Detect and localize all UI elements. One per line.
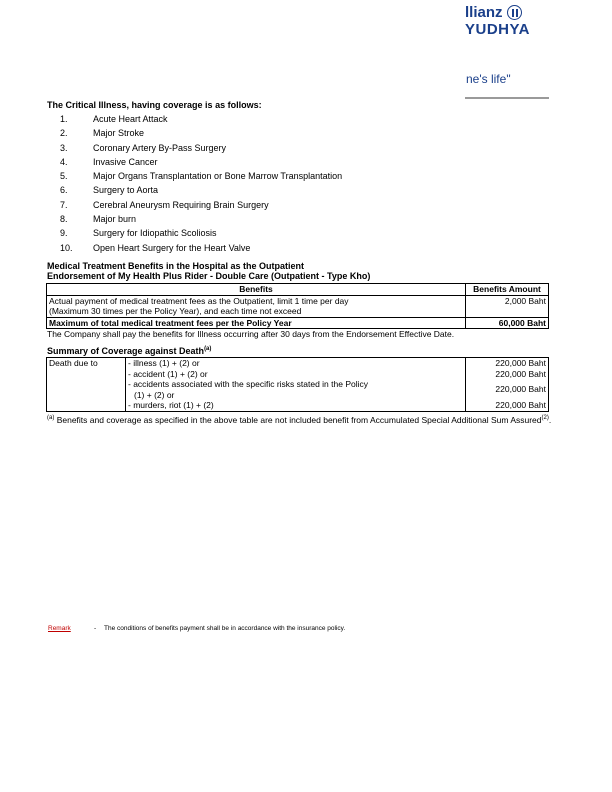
medical-benefits-table <box>46 283 549 329</box>
benefit-line: Actual payment of medical treatment fees as the Outpatient, limit 1 time per day <box>49 295 349 306</box>
list-item-number: 1. <box>60 114 68 124</box>
list-item-number: 7. <box>60 199 68 210</box>
remark-label: Remark <box>48 625 71 632</box>
footnote-sup: (a) <box>47 415 55 422</box>
list-item-label: Major Organs Transplantation or Bone Marrow Transplantation <box>93 171 343 182</box>
list-item <box>60 128 342 142</box>
benefit-amount: 2,000 Baht <box>466 295 549 317</box>
table-row <box>47 358 549 412</box>
benefit-line: (Maximum 30 times per the Policy Year), and each time not exceed <box>49 306 302 316</box>
critical-illness-list <box>60 114 342 257</box>
column-header-amount: Benefits Amount <box>466 284 549 296</box>
list-item-number: 6. <box>60 185 68 196</box>
list-item-label: Coronary Artery By-Pass Surgery <box>93 142 227 153</box>
table-row <box>47 317 549 329</box>
list-item-label: Surgery to Aorta <box>93 185 159 196</box>
header-divider <box>465 97 549 99</box>
critical-illness-heading: The Critical Illness, having coverage is as follows: <box>47 100 262 110</box>
list-item <box>60 228 342 242</box>
cause-line: - accidents associated with the specific risks stated in the Policy <box>128 379 368 389</box>
list-item <box>60 200 342 214</box>
death-label: Death due to <box>47 358 126 412</box>
list-item-label: Major burn <box>93 214 137 225</box>
list-item <box>60 214 342 228</box>
medical-note: The Company shall pay the benefits for Illness occurring after 30 days from the Endorsement Effective Date. <box>47 329 455 339</box>
footnote <box>47 414 562 427</box>
cause-line: - illness (1) + (2) or <box>128 358 200 368</box>
list-item-label: Invasive Cancer <box>93 156 158 167</box>
benefit-description: Maximum of total medical treatment fees per the Policy Year <box>47 317 466 329</box>
logo-text-line1: llianz <box>465 4 503 21</box>
death-heading-sup: (a) <box>204 346 212 352</box>
remark <box>48 625 345 632</box>
death-causes <box>126 358 466 412</box>
list-item-number: 3. <box>60 142 68 153</box>
list-item-label: Acute Heart Attack <box>93 114 168 124</box>
death-amounts <box>466 358 549 412</box>
list-item-label: Open Heart Surgery for the Heart Valve <box>93 242 251 253</box>
table-header-row <box>47 284 549 296</box>
logo-text-line2: YUDHYA <box>465 21 530 38</box>
list-item-label: Major Stroke <box>93 128 145 139</box>
benefit-description <box>47 295 466 317</box>
list-item-number: 10. <box>60 242 73 253</box>
allianz-roundel-icon <box>507 5 522 20</box>
footnote-text: Benefits and coverage as specified in the above table are not included benefit from Accumulated Special Additional Sum Assured <box>54 415 542 425</box>
death-coverage-table <box>46 357 549 412</box>
medical-heading: Medical Treatment Benefits in the Hospital as the Outpatient <box>47 261 305 271</box>
list-item <box>60 143 342 157</box>
amount-line: 220,000 Baht <box>495 384 546 394</box>
footnote-end: . <box>548 415 552 425</box>
list-item <box>60 157 342 171</box>
amount-line: 220,000 Baht <box>495 400 546 410</box>
tagline: ne's life" <box>466 72 511 86</box>
list-item-label: Surgery for Idiopathic Scoliosis <box>93 228 217 239</box>
benefit-amount: 60,000 Baht <box>466 317 549 329</box>
list-item-number: 5. <box>60 171 68 182</box>
list-item-label: Cerebral Aneurysm Requiring Brain Surgery <box>93 199 269 210</box>
list-item-number: 2. <box>60 128 68 139</box>
column-header-benefits: Benefits <box>47 284 466 296</box>
remark-dash: - <box>94 625 97 632</box>
list-item <box>60 243 342 257</box>
medical-subheading: Endorsement of My Health Plus Rider - Double Care (Outpatient - Type Kho) <box>47 271 371 281</box>
amount-line: 220,000 Baht <box>495 368 546 379</box>
amount-line: 220,000 Baht <box>495 358 546 368</box>
cause-line: - accident (1) + (2) or <box>128 368 208 379</box>
list-item-number: 9. <box>60 228 68 239</box>
table-row <box>47 295 549 317</box>
death-heading-text: Summary of Coverage against Death <box>47 346 205 356</box>
death-heading <box>47 346 211 356</box>
remark-text: The conditions of benefits payment shall be in accordance with the insurance policy. <box>104 625 346 632</box>
list-item <box>60 171 342 185</box>
cause-line: - murders, riot (1) + (2) <box>128 400 214 410</box>
list-item <box>60 185 342 199</box>
allianz-logo <box>465 4 530 38</box>
cause-line: (1) + (2) or <box>134 389 175 400</box>
list-item-number: 8. <box>60 214 68 225</box>
list-item <box>60 114 342 128</box>
footnote-sup2: (2) <box>541 415 549 422</box>
list-item-number: 4. <box>60 156 68 167</box>
